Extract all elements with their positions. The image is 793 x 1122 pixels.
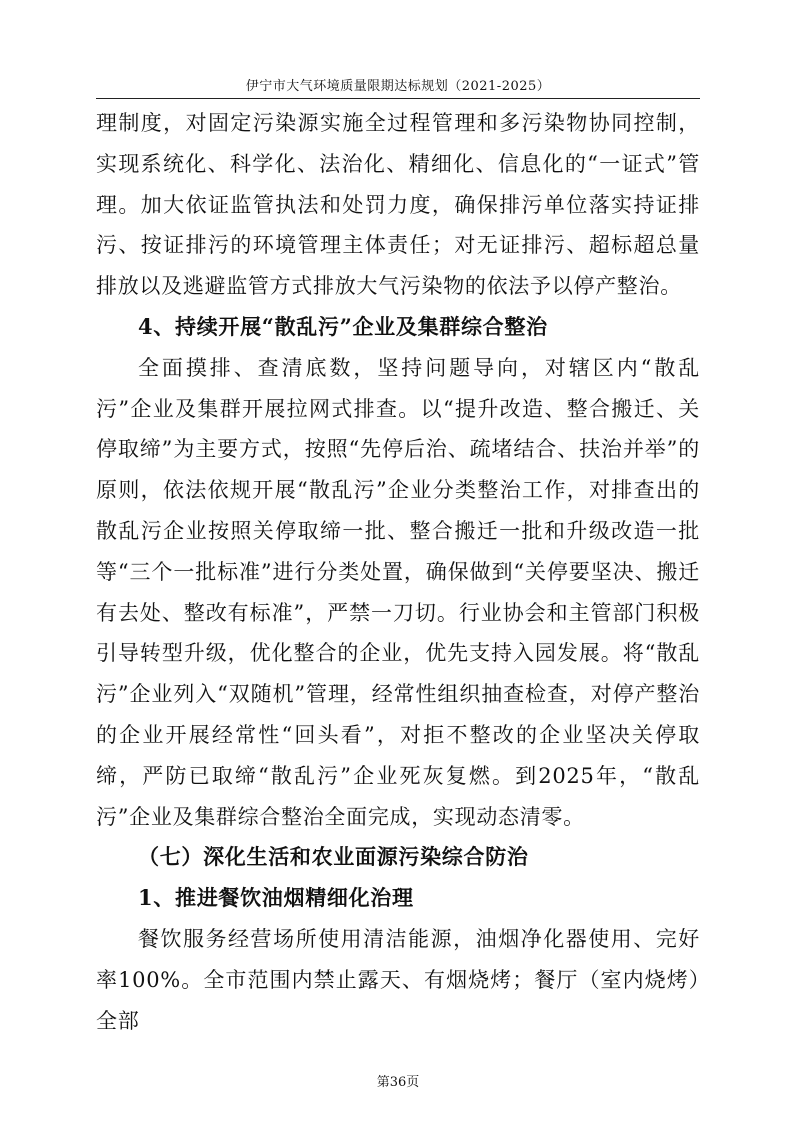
paragraph-permit-management: 理制度，对固定污染源实施全过程管理和多污染物协同控制，实现系统化、科学化、法治化、精细化、信息化的“一证式”管理。加大依证监管执法和处罚力度，确保排污单位落实持证排污、按证排污的环境管理主体责任；对无证排污、超标超总量排放以及逃避监管方式排放大气污染物的依法予以停产整治。 — [96, 111, 700, 299]
running-header: 伊宁市大气环境质量限期达标规划（2021-2025） — [245, 79, 551, 94]
section-heading-7: （七）深化生活和农业面源污染综合防治 — [138, 844, 529, 870]
subsection-heading-1: 1、推进餐饮油烟精细化治理 — [138, 885, 414, 911]
page-number: 第36页 — [376, 1075, 420, 1090]
document-body — [96, 103, 700, 1041]
paragraph-scattered-polluting-enterprises: 全面摸排、查清底数，坚持问题导向，对辖区内“散乱污”企业及集群开展拉网式排查。以“提升改造、整合搬迁、关停取缔”为主要方式，按照“先停后治、疏堵结合、扶治并举”的原则，依法依规开展“散乱污”企业分类整治工作，对排查出的散乱污企业按照关停取缔一批、整合搬迁一批和升级改造一批等“三个一批标准”进行分类处置，确保做到“关停要坚决、搬迁有去处、整改有标准”，严禁一刀切。行业协会和主管部门积极引导转型升级，优化整合的企业，优先支持入园发展。将“散乱污”企业列入“双随机”管理，经常性组织抽查检查，对停产整治的企业开展经常性“回头看”，对拒不整改的企业坚决关停取缔，严防已取缔“散乱污”企业死灰复燃。到2025年，“散乱污”企业及集群综合整治全面完成，实现动态清零。 — [96, 355, 700, 829]
paragraph-catering-fumes: 餐饮服务经营场所使用清洁能源，油烟净化器使用、完好率100%。全市范围内禁止露天、有烟烧烤；餐厅（室内烧烤）全部 — [96, 926, 700, 1033]
section-heading-4: 4、持续开展“散乱污”企业及集群综合整治 — [138, 313, 548, 339]
header-divider — [96, 98, 700, 99]
